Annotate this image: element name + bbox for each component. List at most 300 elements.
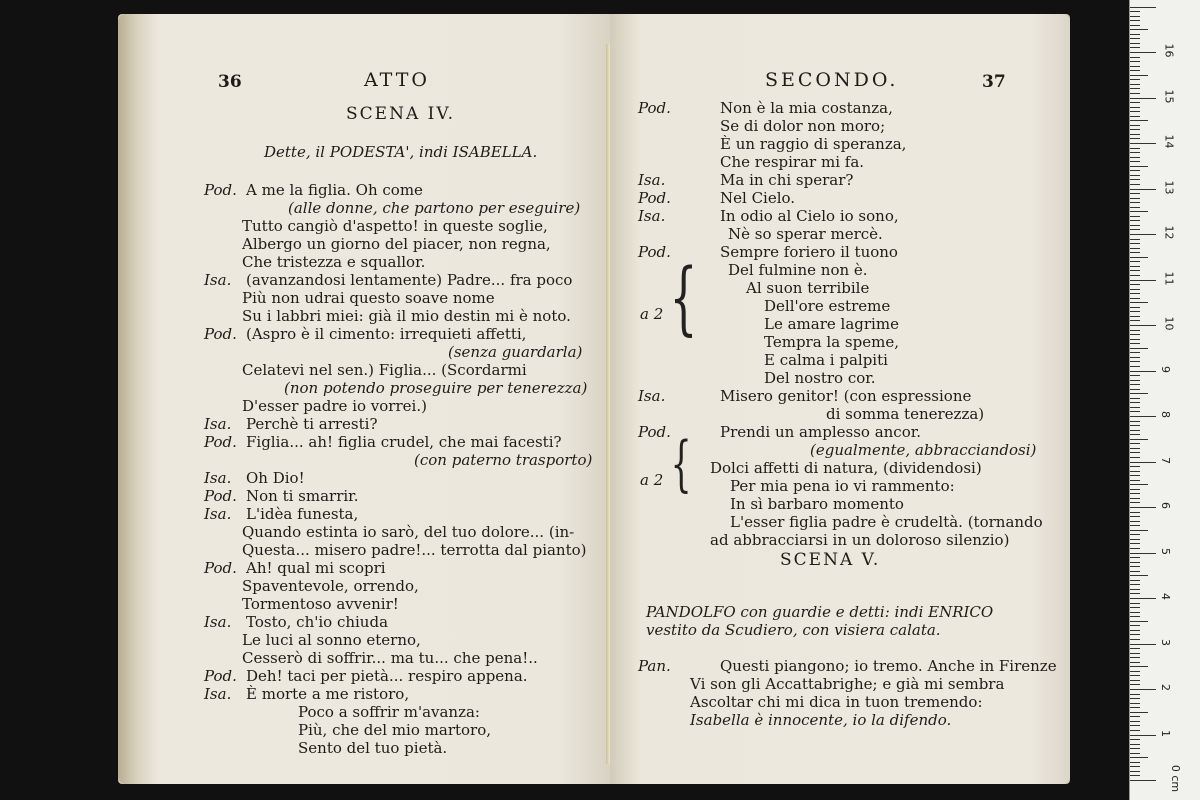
verse-line (242, 632, 421, 649)
ruler-tick (1130, 175, 1140, 176)
ruler-tick (1130, 553, 1156, 554)
ruler-tick (1130, 102, 1140, 103)
verse-line (764, 298, 890, 315)
ruler-tick (1130, 157, 1140, 158)
line-text: (non potendo proseguire per tenerezza) (284, 379, 588, 397)
ruler-tick (1130, 79, 1140, 80)
verse-line (242, 362, 527, 379)
ruler-tick (1130, 389, 1140, 390)
ruler-tick (1130, 589, 1140, 590)
ruler-tick (1130, 466, 1140, 467)
ruler-tick (1130, 780, 1156, 781)
verse-line (710, 532, 1009, 549)
ruler-label: 5 (1159, 547, 1172, 555)
speaker-label: Isa. (638, 387, 666, 405)
ruler-tick (1130, 630, 1140, 631)
verse-line (720, 136, 906, 153)
ruler-tick (1130, 434, 1140, 435)
line-text: (con paterno trasporto) (414, 451, 593, 469)
ruler-tick (1130, 694, 1140, 695)
speaker-label: Isa. (638, 207, 666, 225)
ruler-tick (1130, 707, 1140, 708)
verse-line (730, 478, 955, 495)
line-text: È un raggio di speranza, (720, 135, 907, 153)
verse-line (204, 667, 528, 685)
ruler-tick (1130, 443, 1140, 444)
ruler-tick (1130, 411, 1140, 412)
brace-mark: { (669, 251, 698, 344)
ruler-tick (1130, 307, 1140, 308)
verse-line (638, 171, 854, 189)
ruler-tick (1130, 430, 1140, 431)
verse-line (690, 694, 983, 711)
line-text: Questa... misero padre!... terrotta dal pianto) (242, 541, 587, 559)
ruler-tick (1130, 598, 1156, 599)
verse-line (204, 325, 527, 343)
ruler-tick (1130, 193, 1140, 194)
ruler-tick (1130, 229, 1140, 230)
line-text: Le luci al sonno eterno, (242, 631, 421, 649)
ruler-tick (1130, 689, 1156, 690)
line-text: Più, che del mio martoro, (298, 721, 492, 739)
ruler-label: 8 (1159, 411, 1172, 418)
line-text: È morte a me ristoro, (246, 685, 410, 703)
ruler-tick (1130, 16, 1140, 17)
ruler-tick (1130, 653, 1140, 654)
ruler-tick (1130, 607, 1140, 608)
ruler-tick (1130, 452, 1140, 453)
line-text: Su i labbri miei: già il mio destin mi è noto. (242, 307, 571, 325)
ruler-tick (1130, 84, 1140, 85)
ruler-tick (1130, 725, 1140, 726)
verse-line (646, 604, 993, 621)
ruler-tick (1130, 198, 1140, 199)
scene-heading: SCENA V. (780, 550, 881, 570)
ruler-tick (1130, 557, 1140, 558)
ruler-tick (1130, 330, 1140, 331)
speaker-label: Pod. (638, 423, 671, 441)
ruler-tick (1130, 512, 1140, 513)
ruler-tick (1130, 11, 1140, 12)
ruler-label: 0 cm (1169, 764, 1183, 793)
ruler-label: 4 (1159, 593, 1172, 600)
verse-line (638, 387, 972, 405)
speaker-label: Pod. (204, 667, 237, 685)
line-text: Vi son gli Accattabrighe; e già mi sembra (690, 675, 1005, 693)
ruler-tick (1130, 548, 1140, 549)
line-text: L'esser figlia padre è crudeltà. (tornando (730, 513, 1043, 531)
ruler-tick (1130, 539, 1140, 540)
verse-line (242, 578, 419, 595)
ruler-tick (1130, 402, 1140, 403)
line-text: Del fulmine non è. (728, 261, 868, 279)
ruler-label: 16 (1162, 43, 1176, 58)
ruler-tick (1130, 584, 1140, 585)
ruler-tick (1130, 320, 1140, 321)
verse-line (204, 271, 573, 289)
ruler-tick (1130, 61, 1140, 62)
ruler-tick (1130, 225, 1140, 226)
ruler-tick (1130, 534, 1140, 535)
ruler-tick (1130, 38, 1140, 39)
ruler-tick (1130, 75, 1148, 76)
line-text: vestito da Scudiero, con visiera calata. (646, 621, 941, 639)
line-text: Ma in chi sperar? (720, 171, 854, 189)
ruler-tick (1130, 179, 1140, 180)
line-text: Se di dolor non moro; (720, 117, 886, 135)
ruler-tick (1130, 716, 1140, 717)
line-text: Le amare lagrime (764, 315, 899, 333)
brace-mark: { (670, 429, 692, 499)
ruler-tick (1130, 416, 1156, 417)
ruler-tick (1130, 771, 1140, 772)
ruler-tick (1130, 625, 1140, 626)
speaker-label: Isa. (204, 613, 232, 631)
open-book (118, 14, 1070, 784)
line-text: Dell'ore estreme (764, 297, 891, 315)
ruler-tick (1130, 348, 1148, 349)
ruler-tick (1130, 47, 1140, 48)
verse-line (242, 254, 425, 271)
line-text: Sento del tuo pietà. (298, 739, 448, 757)
page-number: 36 (218, 72, 242, 92)
ruler-tick (1130, 57, 1140, 58)
line-text: E calma i palpiti (764, 351, 888, 369)
ruler-label: 1 (1159, 729, 1172, 737)
verse-line (298, 722, 491, 739)
verse-line (204, 559, 386, 577)
verse-line (764, 370, 876, 387)
speaker-label: Pod. (204, 181, 237, 199)
line-text: (senza guardarla) (448, 343, 583, 361)
line-text: Più non udrai questo soave nome (242, 289, 495, 307)
line-text: Che respirar mi fa. (720, 153, 865, 171)
ruler-tick (1130, 275, 1140, 276)
line-text: di somma tenerezza) (826, 405, 985, 423)
ruler-tick (1130, 248, 1140, 249)
ruler-tick (1130, 366, 1140, 367)
ruler-tick (1130, 138, 1140, 139)
ruler-tick (1130, 25, 1140, 26)
line-text: D'esser padre io vorrei.) (242, 397, 427, 415)
ruler-tick (1130, 298, 1140, 299)
ruler-label: 14 (1162, 134, 1176, 149)
ruler-tick (1130, 762, 1140, 763)
ruler-tick (1130, 325, 1156, 326)
line-text: Quando estinta io sarò, del tuo dolore... (in- (242, 523, 575, 541)
ruler-tick (1130, 207, 1140, 208)
ruler-tick (1130, 211, 1148, 212)
speaker-label: Pod. (638, 243, 671, 261)
ruler-label: 10 (1162, 316, 1176, 331)
line-text: Perchè ti arresti? (246, 415, 378, 433)
line-text: Questi piangono; io tremo. Anche in Firenze (720, 657, 1057, 675)
scene-heading: SCENA IV. (346, 104, 456, 124)
stage-direction: Dette, il PODESTA', indi ISABELLA. (264, 143, 538, 161)
ruler-tick (1130, 88, 1140, 89)
ruler-tick (1130, 712, 1148, 713)
speaker-label: Isa. (204, 271, 232, 289)
ruler-tick (1130, 107, 1140, 108)
line-text: Isabella è innocente, io la difendo. (690, 711, 952, 729)
verse-line (242, 398, 427, 415)
ruler-tick (1130, 257, 1148, 258)
verse-line (728, 226, 883, 243)
verse-line (242, 290, 495, 307)
verse-line (242, 218, 548, 235)
ruler-tick (1130, 493, 1140, 494)
verse-line (288, 200, 580, 217)
line-text: Albergo un giorno del piacer, non regna, (242, 235, 551, 253)
verse-line (414, 452, 592, 469)
running-header: SECONDO. (765, 69, 899, 91)
speaker-label: Isa. (638, 171, 666, 189)
verse-line (638, 189, 796, 207)
line-text: L'idèa funesta, (246, 505, 359, 523)
line-text: In sì barbaro momento (730, 495, 904, 513)
speaker-label: Isa. (204, 415, 232, 433)
ruler-tick (1130, 161, 1140, 162)
ruler-tick (1130, 425, 1140, 426)
speaker-label: Pod. (638, 99, 671, 117)
ruler-tick (1130, 562, 1140, 563)
verse-line (720, 154, 864, 171)
ruler-tick (1130, 575, 1148, 576)
speaker-label: Pod. (204, 559, 237, 577)
ruler-tick (1130, 675, 1140, 676)
ruler-tick (1130, 148, 1140, 149)
speaker-label: Pan. (638, 657, 671, 675)
ruler-tick (1130, 293, 1140, 294)
a2-label: a 2 (640, 471, 664, 489)
right-page (610, 14, 1070, 784)
verse-line (204, 469, 305, 487)
ruler-tick (1130, 398, 1140, 399)
line-text: Poco a soffrir m'avanza: (298, 703, 480, 721)
ruler-tick (1130, 120, 1148, 121)
ruler-tick (1130, 216, 1140, 217)
ruler-tick (1130, 748, 1140, 749)
ruler-tick (1130, 280, 1156, 281)
ruler-tick (1130, 334, 1140, 335)
line-text: A me la figlia. Oh come (246, 181, 423, 199)
line-text: Misero genitor! (con espressione (720, 387, 972, 405)
line-text: Tosto, ch'io chiuda (246, 613, 389, 631)
line-text: Per mia pena io vi rammento: (730, 477, 955, 495)
ruler-tick (1130, 757, 1148, 758)
ruler-tick (1130, 612, 1140, 613)
ruler-tick (1130, 753, 1140, 754)
line-text: (egualmente, abbracciandosi) (810, 441, 1037, 459)
ruler-tick (1130, 343, 1140, 344)
verse-line (242, 524, 574, 541)
a2-label: a 2 (640, 305, 664, 323)
line-text: Prendi un amplesso ancor. (720, 423, 922, 441)
verse-line (204, 415, 378, 433)
ruler-tick (1130, 507, 1156, 508)
ruler-tick (1130, 29, 1148, 30)
ruler-label: 11 (1162, 271, 1176, 285)
ruler-tick (1130, 125, 1140, 126)
ruler-tick (1130, 52, 1156, 53)
verse-line (448, 344, 582, 361)
speaker-label: Pod. (204, 487, 237, 505)
ruler-tick (1130, 644, 1156, 645)
line-text: Ah! qual mi scopri (246, 559, 386, 577)
verse-line (242, 542, 587, 559)
ruler-tick (1130, 252, 1140, 253)
ruler-tick (1130, 384, 1140, 385)
ruler-tick (1130, 525, 1140, 526)
line-text: Celatevi nel sen.) Figlia... (Scordarmi (242, 361, 527, 379)
verse-line (690, 712, 951, 729)
verse-line (810, 442, 1036, 459)
ruler-tick (1130, 202, 1140, 203)
ruler-tick (1130, 603, 1140, 604)
ruler-tick (1130, 111, 1140, 112)
ruler-tick (1130, 20, 1140, 21)
ruler-tick (1130, 407, 1140, 408)
line-text: Tutto cangiò d'aspetto! in queste soglie, (242, 217, 548, 235)
verse-line (298, 704, 480, 721)
ruler-tick (1130, 698, 1140, 699)
line-text: Non è la mia costanza, (720, 99, 893, 117)
verse-line (764, 316, 899, 333)
verse-line (638, 99, 893, 117)
ruler-tick (1130, 98, 1156, 99)
verse-line (638, 423, 922, 441)
line-text: (Aspro è il cimento: irrequieti affetti, (246, 325, 527, 343)
speaker-label: Pod. (204, 325, 237, 343)
line-text: PANDOLFO con guardie e detti: indi ENRICO (646, 603, 994, 621)
ruler-tick (1130, 735, 1156, 736)
line-text: ad abbracciarsi in un doloroso silenzio) (710, 531, 1010, 549)
ruler-tick (1130, 270, 1140, 271)
verse-line (284, 380, 587, 397)
line-text: Nè so sperar mercè. (728, 225, 883, 243)
ruler-tick (1130, 234, 1156, 235)
ruler-tick (1130, 480, 1140, 481)
ruler-label: 9 (1159, 365, 1172, 373)
ruler-tick (1130, 352, 1140, 353)
verse-line (638, 207, 899, 225)
line-text: In odio al Cielo io sono, (720, 207, 899, 225)
line-text: Deh! taci per pietà... respiro appena. (246, 667, 528, 685)
verse-line (730, 496, 904, 513)
ruler-tick (1130, 516, 1140, 517)
line-text: Tormentoso avvenir! (242, 595, 399, 613)
ruler-tick (1130, 521, 1140, 522)
line-text: Spaventevole, orrendo, (242, 577, 419, 595)
ruler-tick (1130, 243, 1140, 244)
verse-line (764, 352, 888, 369)
ruler-tick (1130, 571, 1140, 572)
ruler-tick (1130, 289, 1140, 290)
verse-line (204, 613, 389, 631)
running-header: ATTO (364, 69, 430, 91)
ruler-tick (1130, 421, 1140, 422)
ruler-tick (1130, 730, 1140, 731)
ruler-tick (1130, 639, 1140, 640)
line-text: Dolci affetti di natura, (dividendosi) (710, 459, 982, 477)
ruler-tick (1130, 680, 1140, 681)
ruler-tick (1130, 170, 1140, 171)
ruler-tick (1130, 530, 1148, 531)
ruler-tick (1130, 448, 1140, 449)
line-text: Oh Dio! (246, 469, 305, 487)
speaker-label: Pod. (204, 433, 237, 451)
ruler-tick (1130, 648, 1140, 649)
ruler-tick (1130, 439, 1148, 440)
line-text: Nel Cielo. (720, 189, 796, 207)
ruler-tick (1130, 152, 1140, 153)
ruler-label: 12 (1162, 225, 1176, 240)
line-text: Non ti smarrir. (246, 487, 359, 505)
ruler-tick (1130, 489, 1140, 490)
verse-line (720, 118, 885, 135)
ruler-tick (1130, 316, 1140, 317)
ruler-tick (1130, 371, 1156, 372)
measurement-ruler (1129, 0, 1200, 800)
ruler-tick (1130, 684, 1140, 685)
ruler-tick (1130, 593, 1140, 594)
ruler-tick (1130, 143, 1156, 144)
verse-line (730, 514, 1043, 531)
ruler-tick (1130, 184, 1140, 185)
ruler-tick (1130, 129, 1140, 130)
ruler-tick (1130, 566, 1140, 567)
ruler-label: 15 (1162, 89, 1176, 103)
line-text: Sempre foriero il tuono (720, 243, 898, 261)
speaker-label: Isa. (204, 505, 232, 523)
ruler-tick (1130, 662, 1140, 663)
verse-line (242, 308, 571, 325)
ruler-tick (1130, 721, 1140, 722)
verse-line (204, 433, 562, 451)
ruler-tick (1130, 134, 1140, 135)
verse-line (646, 622, 941, 639)
ruler-tick (1130, 744, 1140, 745)
line-text: Ascoltar chi mi dica in tuon tremendo: (690, 693, 983, 711)
left-page (118, 14, 610, 784)
ruler-tick (1130, 502, 1140, 503)
ruler-tick (1130, 484, 1148, 485)
ruler-tick (1130, 361, 1140, 362)
ruler-tick (1130, 543, 1140, 544)
ruler-tick (1130, 393, 1148, 394)
ruler-tick (1130, 34, 1140, 35)
ruler-tick (1130, 302, 1148, 303)
verse-line (204, 685, 410, 703)
ruler-tick (1130, 498, 1140, 499)
ruler-tick (1130, 357, 1140, 358)
ruler-tick (1130, 766, 1140, 767)
ruler-tick (1130, 284, 1140, 285)
ruler-label: 7 (1159, 456, 1172, 464)
ruler-tick (1130, 339, 1140, 340)
ruler-tick (1130, 220, 1140, 221)
ruler-label: 3 (1159, 638, 1172, 646)
ruler-tick (1130, 93, 1140, 94)
verse-line (204, 505, 359, 523)
verse-line (242, 650, 538, 667)
ruler-label: 13 (1162, 180, 1176, 194)
ruler-tick (1130, 671, 1140, 672)
ruler-tick (1130, 775, 1140, 776)
line-text: Del nostro cor. (764, 369, 876, 387)
verse-line (204, 181, 423, 199)
ruler-tick (1130, 66, 1140, 67)
